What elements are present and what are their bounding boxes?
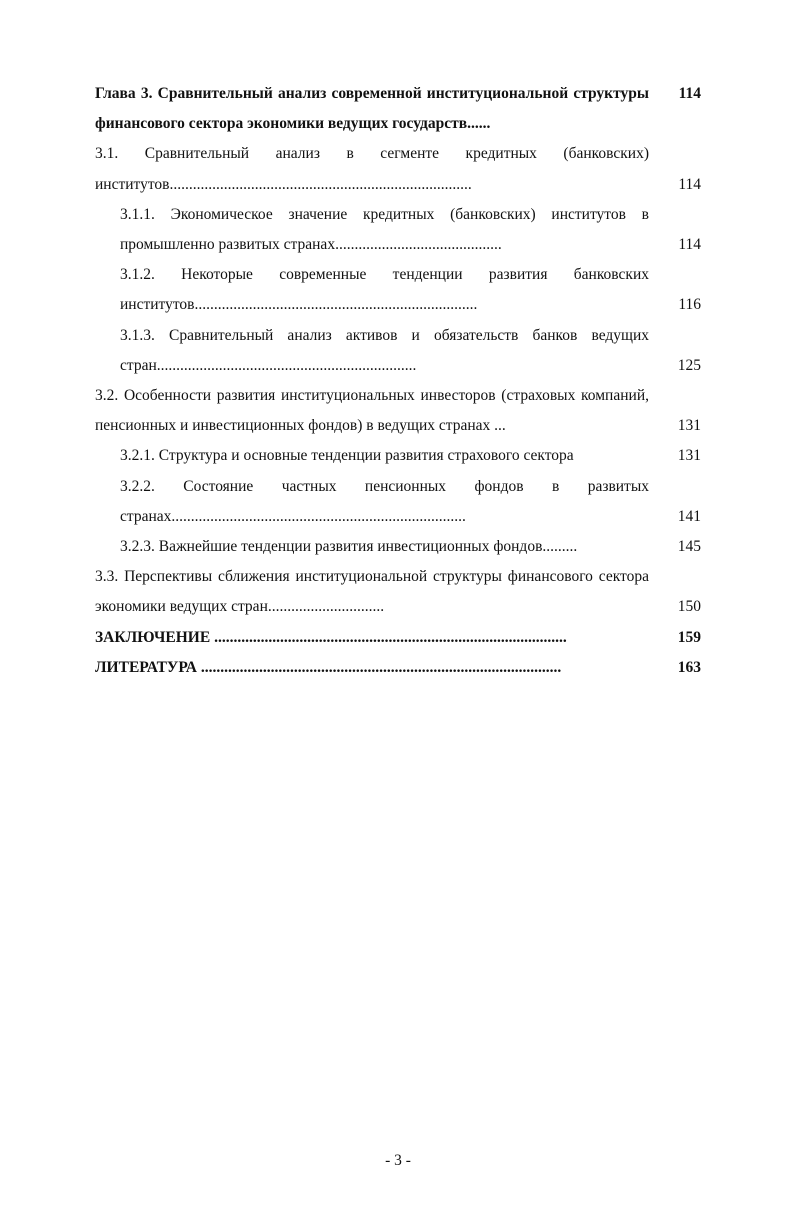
toc-entry-text: ЛИТЕРАТУРА ............................................................................................. (95, 658, 562, 676)
toc-entry-page: 150 (677, 598, 701, 616)
toc-entry-page: 131 (677, 417, 701, 435)
toc-entry-text: 3.1.3. Сравнительный анализ активов и обязательств банков ведущих стран................................................................... (120, 326, 649, 374)
toc-entry-3-2 (95, 381, 705, 441)
toc-entry-text: ЗАКЛЮЧЕНИЕ ........................................................................................... (95, 628, 567, 646)
toc-entry-page: 159 (677, 628, 701, 646)
toc-entry-text: 3.1.2. Некоторые современные тенденции развития банковских институтов......................................................................... (120, 266, 649, 314)
toc-entry-text: 3.1.1. Экономическое значение кредитных (банковских) институтов в промышленно развитых странах........................................... (120, 205, 649, 254)
toc-entry-3-1-1 (95, 200, 705, 260)
toc-entry-3-3 (95, 562, 705, 622)
toc-entry-page: 125 (677, 356, 701, 374)
toc-entry-text: 3.2.1. Структура и основные тенденции развития страхового сектора (120, 447, 574, 465)
toc-entry-page: 141 (677, 507, 701, 525)
toc-entry-text: 3.2. Особенности развития институциональных инвесторов (страховых компаний, пенсионных и инвестиционных фондов) в ведущих странах ... (95, 387, 649, 435)
toc-entry-page: 131 (677, 447, 701, 465)
toc-entry-literature (95, 653, 705, 683)
toc-entry-page: 114 (678, 175, 701, 193)
toc-entry-3-1-3 (95, 321, 705, 381)
toc-entry-text: 3.1. Сравнительный анализ в сегменте кредитных (банковских) институтов.............................................................................. (95, 145, 649, 193)
toc-entry-3-2-3 (95, 532, 705, 562)
toc-entry-page: 114 (678, 85, 701, 103)
toc-entry-text: Глава 3. Сравнительный анализ современной институциональной структуры финансового сектора экономики ведущих государств...... (95, 85, 649, 133)
toc-entry-text: 3.3. Перспективы сближения институциональной структуры финансового сектора экономики ведущих стран.............................. (95, 568, 649, 616)
toc-entry-3-2-2 (95, 472, 705, 532)
toc-entry-page: 114 (678, 236, 701, 254)
toc-entry-3-2-1 (95, 441, 705, 471)
toc-entry-text: 3.2.2. Состояние частных пенсионных фондов в развитых странах............................................................................ (120, 477, 649, 525)
toc-entry-text: 3.2.3. Важнейшие тенденции развития инвестиционных фондов......... (120, 538, 578, 556)
page-number: - 3 - (385, 1152, 411, 1169)
toc-entry-conclusion (95, 623, 705, 653)
toc-entry-page: 145 (677, 538, 701, 556)
table-of-contents (95, 79, 705, 683)
toc-entry-chapter-3 (95, 79, 705, 139)
toc-entry-page: 116 (678, 296, 701, 314)
toc-entry-3-1 (95, 139, 705, 199)
toc-entry-3-1-2 (95, 260, 705, 320)
toc-entry-page: 163 (677, 658, 701, 676)
